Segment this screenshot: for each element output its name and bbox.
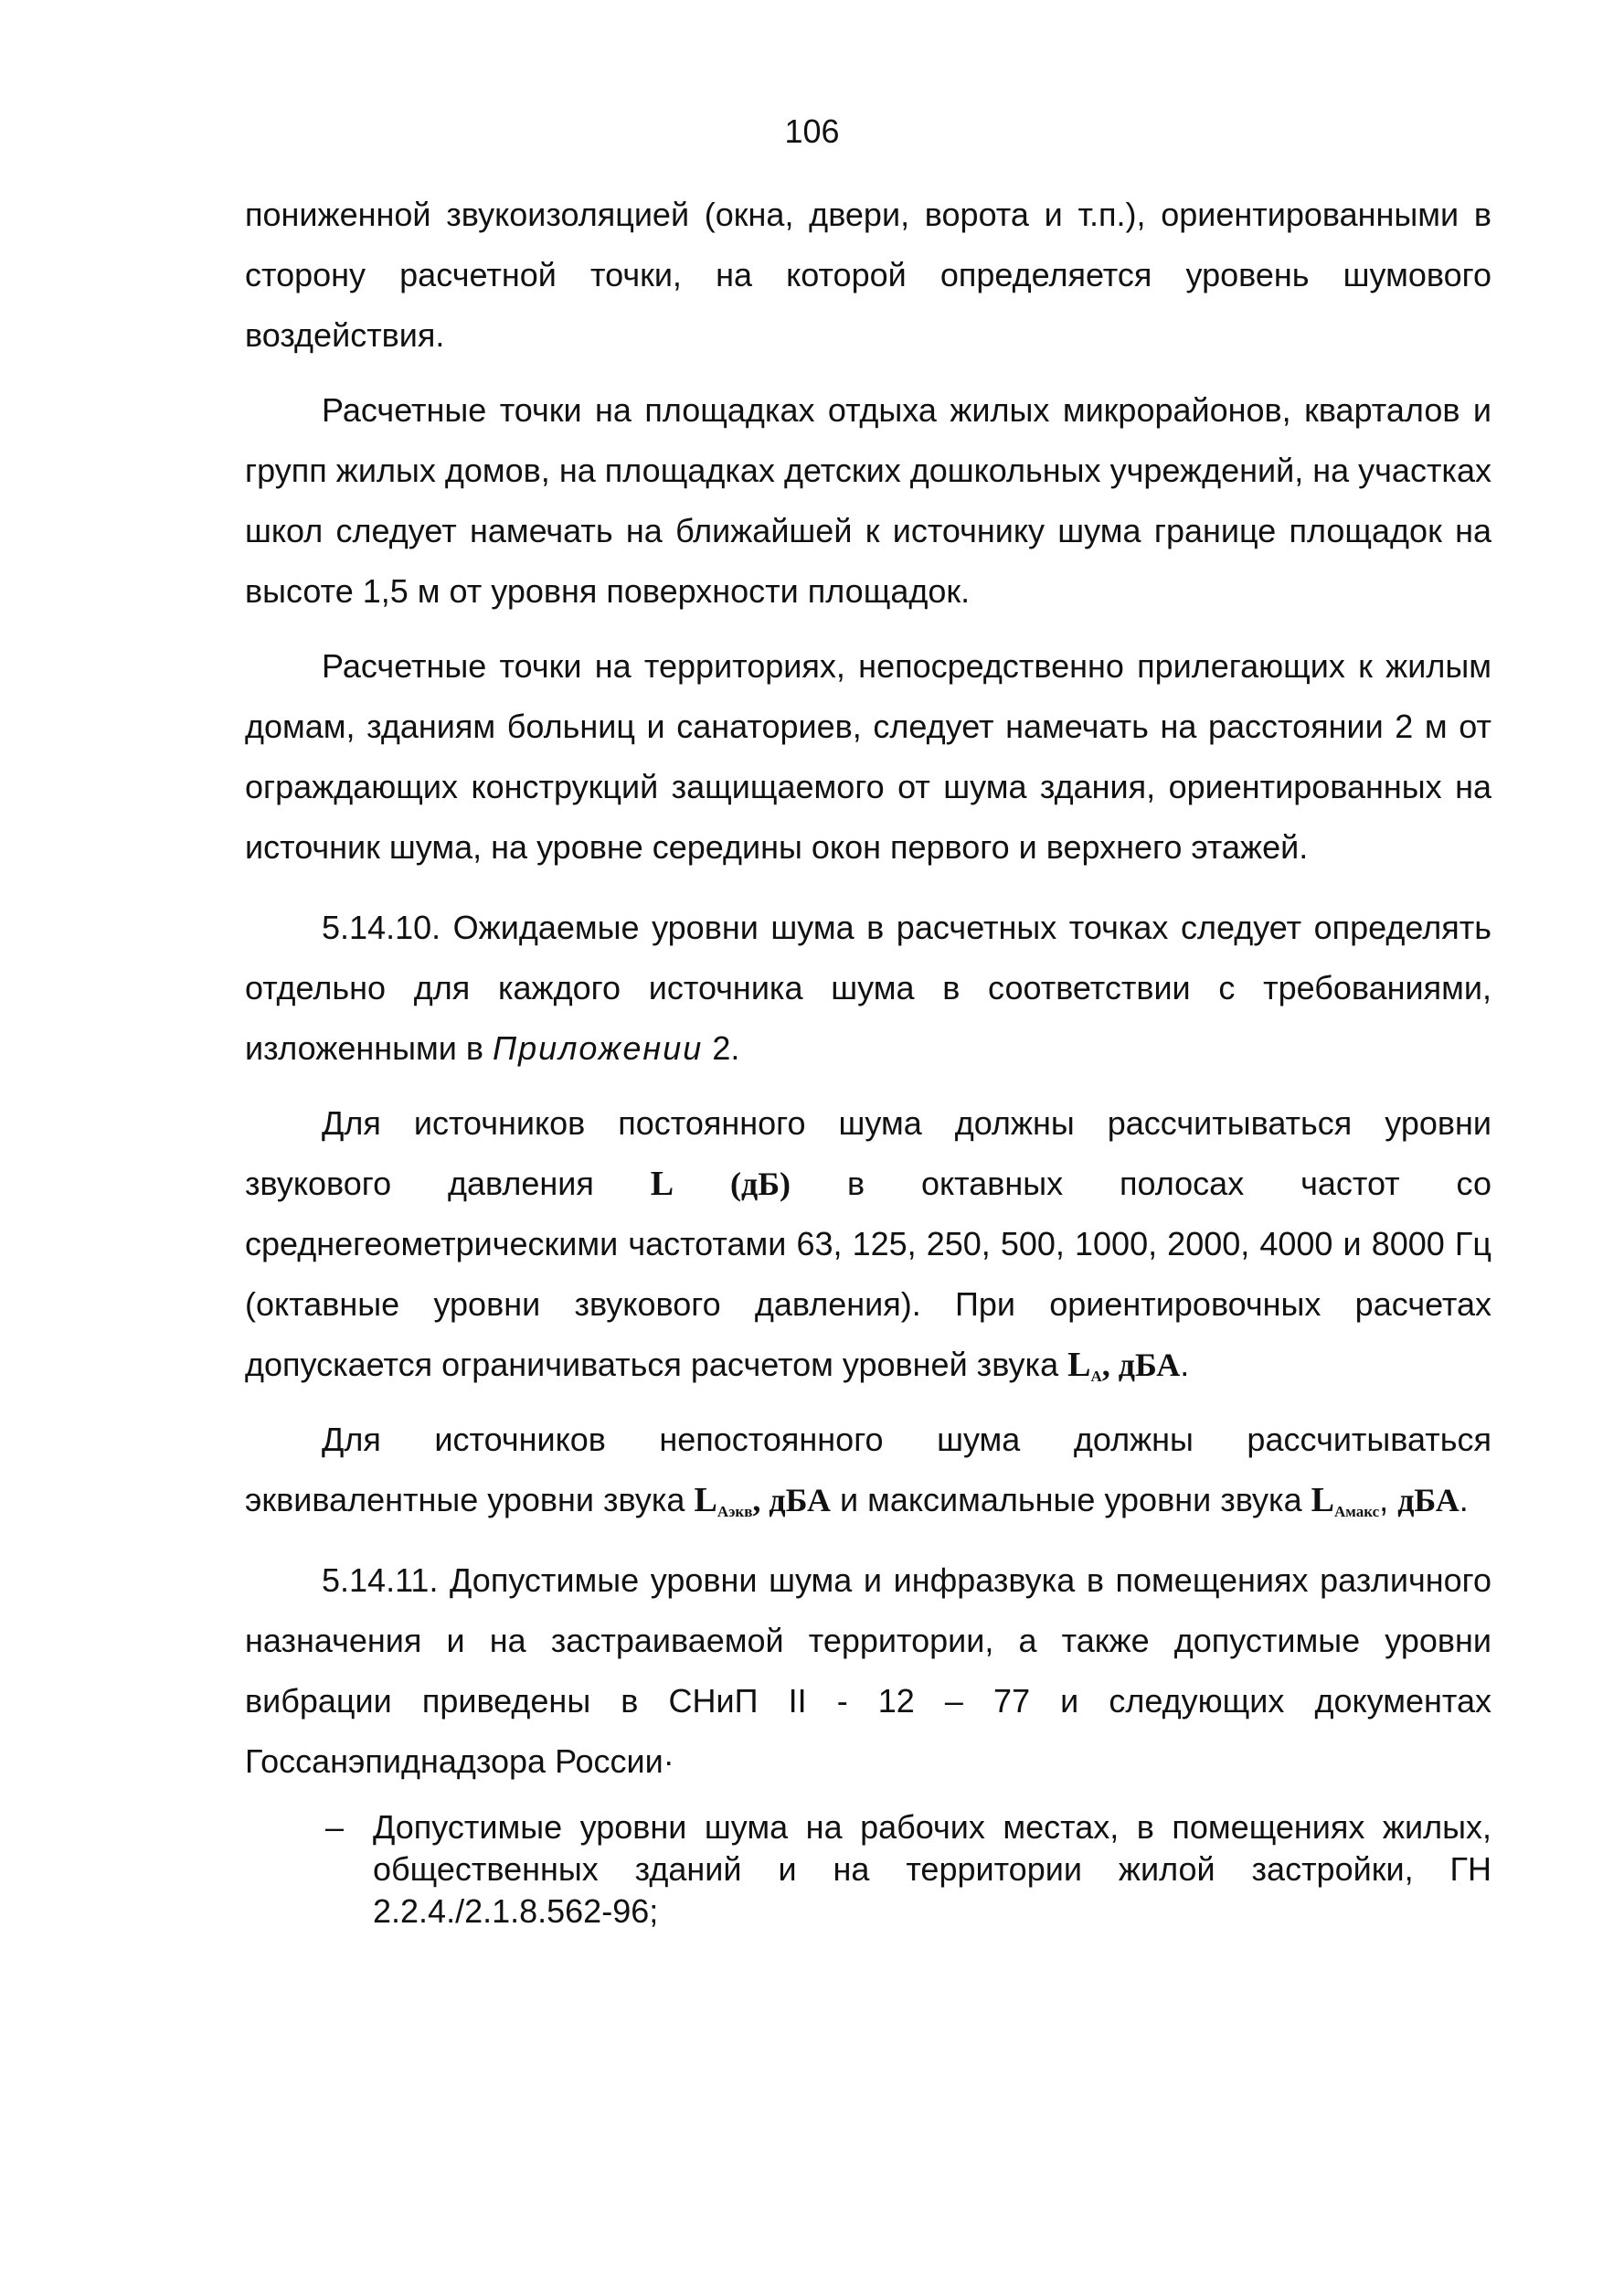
unit-dB: (дБ): [730, 1166, 791, 1202]
paragraph-section-5-14-10: [245, 898, 1491, 1079]
section-5-14-10-text: 5.14.10. Ожидаемые уровни шума в расчетных точках следует определять отдельно для каждого источника шума в соответствии с требованиями, изложенными в: [245, 909, 1491, 1067]
symbol-LA: L: [1067, 1346, 1091, 1384]
constant-noise-text-a: Для источников постоянного шума должны рассчитываться уровни звукового давления: [245, 1104, 1491, 1202]
variable-noise-text-a: Для источников непостоянного шума должны рассчитываться эквивалентные уровни звука: [245, 1421, 1491, 1518]
appendix-reference: Приложении: [492, 1029, 704, 1067]
unit-dBA-eq: , дБА: [752, 1482, 831, 1518]
paragraph-calc-points-recreation: Расчетные точки на площадках отдыха жилых микрорайонов, кварталов и групп жилых домов, на площадках детских дошкольных учреждений, на участках школ следует намечать на ближайшей к источнику шума границе площадок на высоте 1,5 м от уровня поверхности площадок.: [245, 391, 1491, 610]
symbol-L-max: L: [1311, 1481, 1334, 1519]
appendix-number: 2.: [712, 1029, 740, 1067]
unit-dBA: , дБА: [1101, 1347, 1181, 1383]
separator-comma: ,: [1379, 1481, 1389, 1518]
paragraph-constant-noise: [245, 1093, 1491, 1395]
paragraph-section-5-14-11: 5.14.11. Допустимые уровни шума и инфразвука в помещениях различного назначения и на застраиваемой территории, а также допустимые уровни вибрации приведены в СНиП II - 12 – 77 и следующих документах Госсанэпиднадзора России·: [245, 1561, 1491, 1780]
document-body: [245, 185, 1491, 1933]
list-dash: –: [325, 1808, 345, 1846]
constant-noise-end: .: [1180, 1346, 1190, 1383]
subscript-A-eq: Аэкв: [716, 1503, 753, 1520]
paragraph-continuation: пониженной звукоизоляцией (окна, двери, ворота и т.п.), ориентированными в сторону расчетной точки, на которой определяется уровень шумового воздействия.: [245, 196, 1491, 354]
paragraph-calc-points-territories: Расчетные точки на территориях, непосредственно прилегающих к жилым домам, зданиям больниц и санаториев, следует намечать на расстоянии 2 м от ограждающих конструкций защищаемого от шума здания, ориентированных на источник шума, на уровне середины окон первого и верхнего этажей.: [245, 647, 1491, 866]
constant-noise-text-b: в октавных полосах частот со среднегеометрическими частотами 63, 125, 250, 500, 1000, 2000, 4000 и 8000 Гц (октавные уровни звукового давления). При ориентировочных расчетах допускается ограничиваться расчетом уровней звука: [245, 1165, 1491, 1383]
variable-noise-end: .: [1459, 1481, 1469, 1518]
page-number: 106: [784, 112, 840, 150]
list-item-text: Допустимые уровни шума на рабочих местах, в помещениях жилых, общественных зданий и на территории жилой застройки, ГН 2.2.4./2.1.8.562-96;: [373, 1808, 1491, 1930]
subscript-A-max: Амакс: [1333, 1503, 1380, 1520]
paragraph-variable-noise: [245, 1410, 1491, 1530]
subscript-A: A: [1090, 1368, 1102, 1385]
documents-list: [245, 1806, 1491, 1933]
symbol-L: L: [650, 1165, 674, 1203]
unit-dBA-max: дБА: [1397, 1482, 1459, 1518]
variable-noise-text-b: и максимальные уровни звука: [839, 1481, 1302, 1518]
list-item: [245, 1806, 1491, 1933]
symbol-L-eq: L: [694, 1481, 717, 1519]
